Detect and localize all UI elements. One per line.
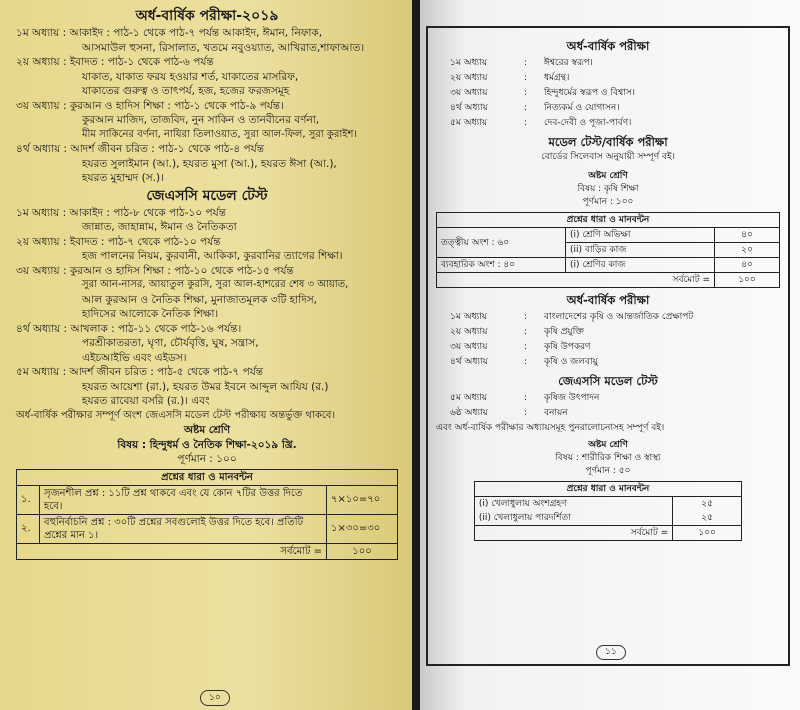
jsc-chapter-5: ৫ম অধ্যায় : আদর্শ জীবন চরিত : পাঠ-৫ থেকে পাঠ-৭ পর্যন্ত হযরত আয়েশা (রা.), হযরত উমর ইবনে আব্দুল আযিয (র.) হযরত রাবেয়া বসরি (র.)। এবং: [16, 366, 329, 407]
jsc-note: এবং অর্ধ-বার্ষিক পরীক্ষার অধ্যায়সমূহ পুনরালোচনাসহ সম্পূর্ণ বই।: [436, 423, 665, 433]
list-item: ৩য় অধ্যায় : হিন্দুধর্মের স্বরূপ ও বিশ্বাস।: [450, 88, 635, 98]
pe-marks-table: [474, 481, 742, 541]
subject-label: বিষয় : শারীরিক শিক্ষা ও স্বাস্থ্য: [555, 453, 661, 463]
table-row: ১. সৃজনশীল প্রশ্ন : ১১টি প্রশ্ন থাকবে এবং যে কোন ৭টির উত্তর দিতে হবে। ৭×১০=৭০: [17, 485, 398, 514]
jsc-chapter-4: ৪র্থ অধ্যায় : আখলাক : পাঠ-১১ থেকে পাঠ-১৬ পর্যন্ত। পরশ্রীকাতরতা, ঘৃণা, চৌর্যবৃত্তি, ঘুষ, সন্ত্রাস, এইচআইভি এবং এইডস।: [16, 322, 259, 364]
subject-label: বিষয় : হিন্দুধর্ম ও নৈতিক শিক্ষা-২০১৯ খ্রি.: [117, 438, 297, 451]
part1-list: [436, 57, 780, 130]
agri-marks-table: [436, 212, 780, 288]
chapter-label: ১ম অধ্যায় :: [16, 27, 67, 39]
page-number: ১১: [596, 645, 626, 660]
table-title: প্রশ্নের ধারা ও মানবন্টন: [437, 213, 780, 228]
half-chapter-3: ৩য় অধ্যায় : কুরআন ও হাদিস শিক্ষা : পাঠ-১ থেকে পাঠ-৯ পর্যন্ত। কুরআন মাজিদ, তাজবিদ, নুন সাকিন ও তানবীনের বর্ণনা, মীম সাকিনের বর্ণনা, নাযিরা তিলাওয়াত, সুরা আল-ফিল, সুরা কুরাইশ।: [16, 99, 357, 140]
subject-label: বিষয় : কৃষি শিক্ষা: [577, 184, 639, 194]
table-row: (ii) বাড়ির কাজ ২০: [437, 243, 780, 258]
page-frame: [426, 26, 790, 666]
table-row: তত্ত্বীয় অংশ : ৬০ (i) শ্রেণি অভিক্ষা ৪০: [437, 228, 780, 243]
right-title-1: অর্ধ-বার্ষিক পরীক্ষা: [566, 39, 650, 53]
jsc-title: জেএসসি মডেল টেস্ট: [146, 187, 268, 204]
chapter-label: ৪র্থ অধ্যায় :: [16, 143, 68, 155]
model-test-title: মডেল টেস্ট/বার্ষিক পরীক্ষা: [548, 135, 668, 149]
marks-table: [16, 469, 398, 560]
list-item: ২য় অধ্যায় : ধর্মগ্রন্থ।: [450, 73, 570, 83]
list-item: ৫ম অধ্যায় : কৃষিজ উৎপাদন: [450, 393, 600, 403]
jsc-chapter-3: ৩য় অধ্যায় : কুরআন ও হাদিস শিক্ষা : পাঠ-১০ থেকে পাঠ-১৫ পর্যন্ত সুরা আন-নাসর, আয়াতুল কুরসি, সুরা আল-হাশরের শেষ ৩ আয়াত, আল কুরআন ও নৈতিক শিক্ষা, মুনাজাতমূলক ৩টি হাদিস, হাদিসের আলোকে নৈতিক শিক্ষা।: [16, 264, 349, 320]
right-page: [420, 0, 800, 710]
full-marks: পূর্ণমান : ১০০: [177, 453, 237, 465]
list-item: ১ম অধ্যায় : ঈশ্বরের স্বরূপ।: [450, 58, 593, 68]
full-marks: পূর্ণমান : ৫০: [585, 466, 631, 476]
total-row: সর্বমোট = ১০০: [474, 526, 741, 541]
chapter-label: ২য় অধ্যায় :: [16, 56, 67, 68]
part3-list: [436, 392, 780, 420]
list-item: ১ম অধ্যায় : বাংলাদেশের কৃষি ও আন্তর্জাতিক প্রেক্ষাপট: [450, 312, 694, 322]
class-label: অষ্টম শ্রেণি: [183, 424, 231, 436]
half-chapter-4: ৪র্থ অধ্যায় : আদর্শ জীবন চরিত : পাঠ-১ থেকে পাঠ-৪ পর্যন্ত হযরত সুলাইমান (আ.), হযরত মুসা (আ.), হযরত ঈসা (আ.), হযরত মুহাম্মদ (স.)।: [16, 143, 337, 184]
half-chapter-2: ২য় অধ্যায় : ইবাদত : পাঠ-১ থেকে পাঠ-৬ পর্যন্ত যাকাত, যাকাত ফরয হওয়ার শর্ত, যাকাতের মাসরিফ, যাকাতের গুরুত্ব ও তাৎপর্য, হজ, হজের ফরজসমূহ: [16, 56, 299, 97]
total-row: সর্বমোট = ১০০: [17, 543, 398, 559]
class-label: অষ্টম শ্রেণি: [588, 440, 628, 450]
left-title: অর্ধ-বার্ষিক পরীক্ষা-২০১৯: [135, 8, 279, 24]
right-jsc-title: জেএসসি মডেল টেস্ট: [558, 374, 658, 388]
full-marks: পূর্ণমান : ১০০: [582, 197, 634, 207]
jsc-chapter-2: ২য় অধ্যায় : ইবাদত : পাঠ-৭ থেকে পাঠ-১০ পর্যন্ত হজ পালনের নিয়ম, কুরবানী, আকিকা, কুরবানির ত্যাগের শিক্ষা।: [16, 235, 343, 262]
part2-list: [436, 311, 780, 369]
total-row: সর্বমোট = ১০০: [437, 273, 780, 288]
table-title: প্রশ্নের ধারা ও মানবন্টন: [474, 482, 741, 497]
list-item: ৪র্থ অধ্যায় : নিত্যকর্ম ও যোগাসন।: [450, 103, 620, 113]
model-test-note: বোর্ডের সিলেবাস অনুযায়ী সম্পূর্ণ বই।: [541, 152, 675, 162]
table-title: প্রশ্নের ধারা ও মানবন্টন: [17, 469, 398, 485]
table-row: ২. বহুনির্বাচনি প্রশ্ন : ৩০টি প্রশ্নের সবগুলোই উত্তর দিতে হবে। প্রতিটি প্রশ্নের মান ১। ১×৩০=৩০: [17, 514, 398, 543]
list-item: ৫ম অধ্যায় : দেব-দেবী ও পূজা-পার্বণ।: [450, 118, 632, 128]
table-row: (i) খেলাধুলায় অংশগ্রহণ ২৫: [474, 497, 741, 512]
class-label: অষ্টম শ্রেণি: [588, 171, 628, 181]
table-row: (ii) খেলাধুলায় পারদর্শিতা ২৫: [474, 511, 741, 526]
jsc-chapter-1: ১ম অধ্যায় : আকাইদ : পাঠ-৮ থেকে পাঠ-১০ পর্যন্ত জান্নাত, জাহান্নাম, ঈমান ও নৈতিকতা: [16, 206, 237, 233]
table-row: ব্যবহারিক অংশ : ৪০ (i) শ্রেণির কাজ ৪০: [437, 258, 780, 273]
page-number: ১০: [200, 690, 230, 707]
list-item: ৬ষ্ঠ অধ্যায় : বনায়ন: [450, 408, 568, 418]
chapter-label: ৩য় অধ্যায় :: [16, 99, 67, 112]
list-item: ৪র্থ অধ্যায় : কৃষি ও জলবায়ু: [450, 357, 598, 367]
right-title-2: অর্ধ-বার্ষিক পরীক্ষা: [566, 293, 650, 307]
half-chapter-1: ১ম অধ্যায় : আকাইদ : পাঠ-১ থেকে পাঠ-৭ পর্যন্ত আকাইদ, ঈমান, নিফাক, আসমাউল হুসনা, রিসালাত, খতমে নবুওয়্যাত, আখিরাত,শাফাআত।: [16, 27, 365, 54]
inclusion-note: অর্ধ-বার্ষিক পরীক্ষার সম্পূর্ণ অংশ জেএসসি মডেল টেস্ট পরীক্ষায় অন্তর্ভুক্ত থাকবে।: [16, 409, 336, 421]
list-item: ৩য় অধ্যায় : কৃষি উপকরণ: [450, 342, 591, 352]
list-item: ২য় অধ্যায় : কৃষি প্রযুক্তি: [450, 327, 584, 337]
